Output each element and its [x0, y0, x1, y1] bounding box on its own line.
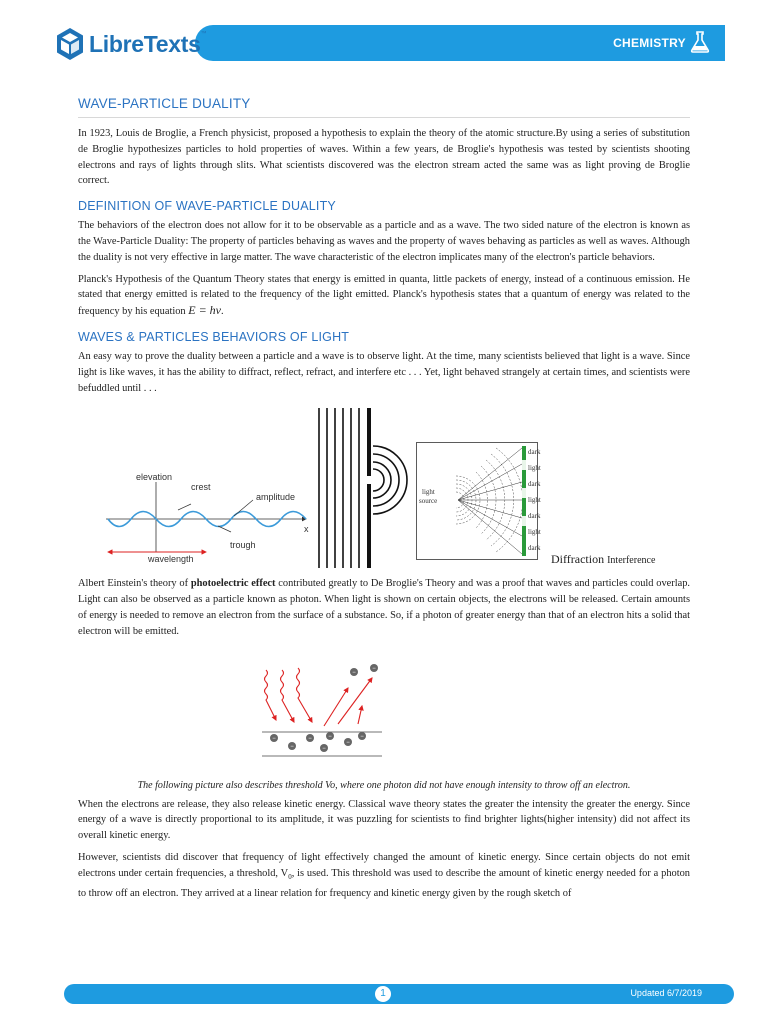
band-label: dark: [528, 480, 541, 489]
libretexts-cube-icon: [55, 27, 85, 61]
x-label: x: [304, 524, 309, 535]
light-source-label-1: light: [422, 488, 435, 497]
elevation-label: elevation: [136, 472, 173, 483]
waves-heading: WAVES & PARTICLES BEHAVIORS OF LIGHT: [78, 329, 350, 344]
figure-row: [78, 402, 690, 572]
band-label: light: [528, 528, 541, 537]
svg-text:−: −: [328, 733, 332, 740]
waves-paragraph: An easy way to prove the duality between a particle and a wave is to observe light. At the time, many scientists believed that light is a wave. Since light is like waves, it has the ability to diffract, reflect, refract, and interfere etc . . . Yet, light behaved strangely at certain times, and scientists were befuddled until . . .: [78, 350, 690, 394]
svg-text:−: −: [352, 669, 356, 676]
wave-diagram: [106, 472, 316, 567]
trough-label: trough: [230, 540, 256, 551]
flask-icon: [690, 30, 710, 54]
band-label: dark: [528, 544, 541, 553]
diffraction-caption: Diffraction: [551, 552, 605, 567]
crest-pointer: [178, 504, 191, 510]
band-label: dark: [528, 448, 541, 457]
definition-paragraph-2: Planck's Hypothesis of the Quantum Theory states that energy is emitted in quanta, little packets of energy, instead of a continuous emission. He stated that energy emitted is related to the frequency of the light emitted. Planck's hypothesis states that a quantum of energy was related to the frequency by his equation E = hν.: [78, 273, 690, 318]
frequency-paragraph: However, scientists did discover that frequency of light effectively changed the amount of kinetic energy. Since certain objects do not emit electrons under certain frequencies, a threshold, $V_0$, is used. This threshold was used to describe the amount of kinetic energy needed for a photon to throw off an electron. They arrived at a linear relation for frequency and kinetic energy given by the rough sketch of: [78, 851, 690, 899]
main-content: [78, 96, 690, 907]
einstein-paragraph: Albert Einstein's theory of photoelectric effect contributed greatly to De Broglie's Theory and was a proof that waves and particles could overlap. Light can also be observed as a particle known as photon. When light is shown on certain objects, the electrons will be released. Certain amounts of energy is needed to remove an electron from the surface of a substance. So, if a photon of greater energy than that of an electron hits a solid that electron will be emitted.: [78, 578, 691, 637]
band-label: light: [528, 496, 541, 505]
libretexts-logo[interactable]: [55, 22, 206, 66]
svg-text:−: −: [272, 735, 276, 742]
page-title: WAVE-PARTICLE DUALITY: [78, 96, 690, 118]
intro-paragraph: In 1923, Louis de Broglie, a French physicist, proposed a hypothesis to explain the theory of the atomic structure.By using a series of substitution de Broglie hypothesizes particles to hold properties of waves. Within a few years, de Broglie's hypothesis was tested by scientists shooting electrons and rays of lights through slits. What scientists discovered was the electron stream acted the same was as light proving de Broglie correct.: [78, 128, 690, 187]
svg-text:−: −: [322, 745, 326, 752]
diffraction-diagram: [314, 406, 414, 572]
figure-caption: [551, 552, 655, 567]
light-source-label-2: source: [419, 497, 438, 506]
svg-text:−: −: [346, 739, 350, 746]
planck-equation: E = hν: [188, 303, 221, 318]
photoelectric-term: photoelectric effect: [190, 578, 276, 590]
definition-heading: DEFINITION OF WAVE-PARTICLE DUALITY: [78, 199, 336, 214]
interference-caption: Interference: [607, 555, 656, 567]
wavelength-label: wavelength: [148, 554, 194, 565]
svg-text:−: −: [360, 733, 364, 740]
photoelectric-caption: The following picture also describes threshold Vo, where one photon did not have enough intensity to throw off an electron.: [137, 779, 631, 791]
svg-text:−: −: [290, 743, 294, 750]
interference-diagram: [416, 442, 541, 560]
updated-date: Updated 6/7/2019: [630, 988, 702, 998]
subject-label: CHEMISTRY: [613, 36, 686, 50]
band-label: light: [528, 464, 541, 473]
photoelectric-diagram: [262, 666, 412, 766]
logo-text: LibreTexts™: [89, 30, 207, 57]
trough-pointer: [218, 526, 231, 532]
definition-paragraph-1: The behaviors of the electron does not allow for it to be observable as a particle and as a wave. The two sided nature of the electron is known as the Wave-Particle Duality: The property of particles behaving as waves and the property of waves behaving as particles as well as waves. Although the duality is not very effective in large matter. The wave characteristic of the electron implicates many of the electron's particle behaviors.: [78, 220, 690, 263]
band-label: dark: [528, 512, 541, 521]
kinetic-paragraph: When the electrons are release, they also release kinetic energy. Classical wave theory states the greater the intensity the greater the energy. Since energy of a wave is directly proportional to its amplitude, it was puzzling for scientists to find brighter lights(higher intensity) did not affect its overall kinetic energy.: [78, 798, 690, 842]
page-number: 1: [375, 986, 391, 1002]
svg-text:−: −: [372, 665, 376, 672]
crest-label: crest: [191, 482, 211, 493]
photoelectric-figure-wrap: [78, 646, 690, 766]
svg-text:−: −: [308, 735, 312, 742]
amplitude-label: amplitude: [256, 492, 296, 503]
